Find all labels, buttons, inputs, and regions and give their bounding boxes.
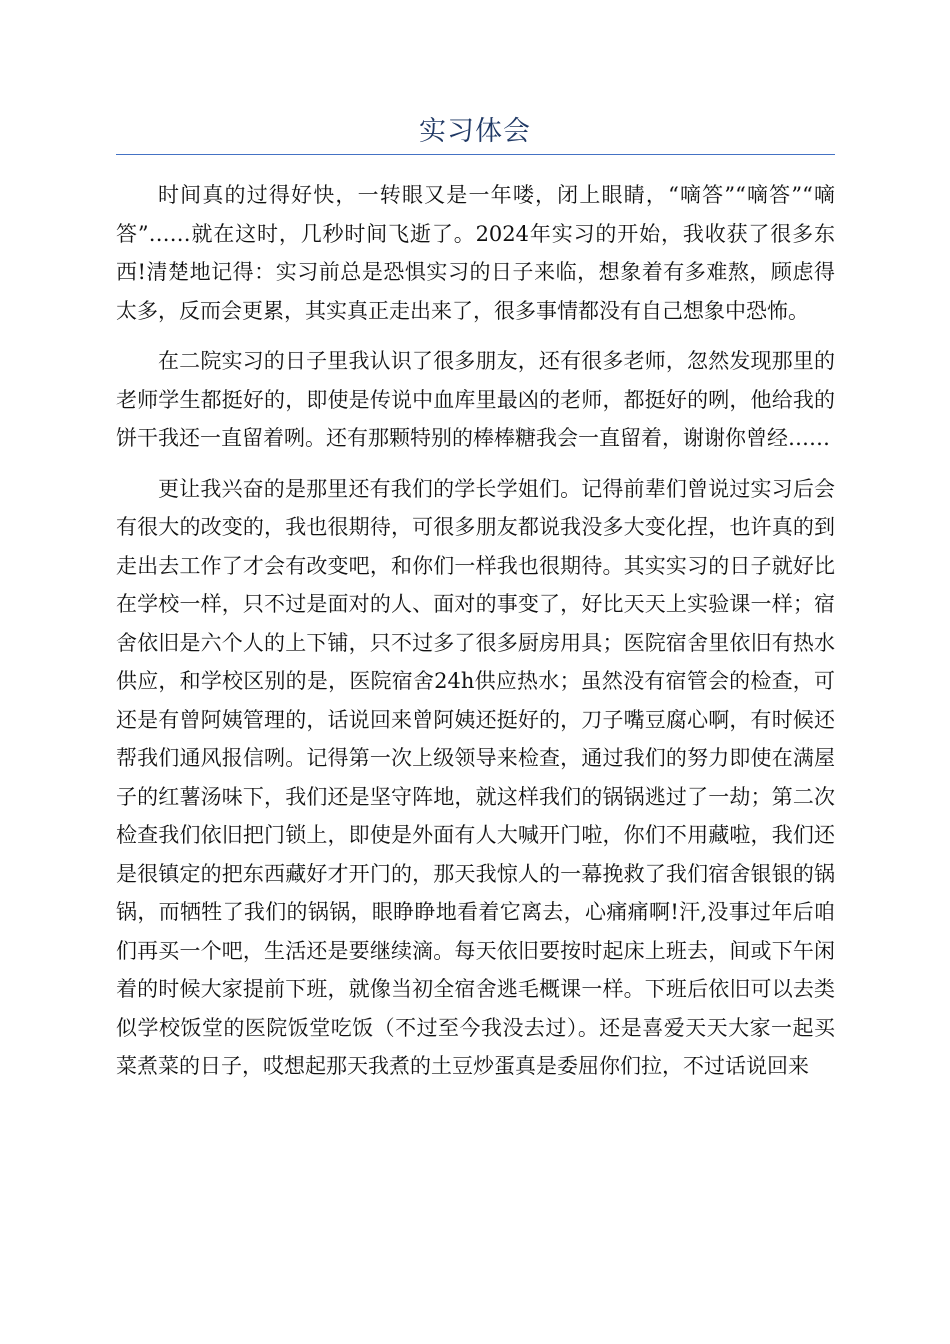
page-title: 实习体会 — [419, 116, 531, 147]
paragraph-3: 更让我兴奋的是那里还有我们的学长学姐们。记得前辈们曾说过实习后会有很大的改变的，我也很期待，可很多朋友都说我没多大变化捏，也许真的到走出去工作了才会有改变吧，和你们一样我也很期待。其实实习的日子就好比在学校一样，只不过是面对的人、面对的事变了，好比天天上实验课一样；宿舍依旧是六个人的上下铺，只不过多了很多厨房用具；医院宿舍里依旧有热水供应，和学校区别的是，医院宿舍24h供应热水；虽然没有宿管会的检查，可还是有曾阿姨管理的，话说回来曾阿姨还挺好的，刀子嘴豆腐心啊，有时候还帮我们通风报信咧。记得第一次上级领导来检查，通过我们的努力即使在满屋子的红薯汤味下，我们还是坚守阵地，就这样我们的锅锅逃过了一劫；第二次检查我们依旧把门锁上，即使是外面有人大喊开门啦，你们不用藏啦，我们还是很镇定的把东西藏好才开门的，那天我惊人的一幕挽救了我们宿舍银银的锅锅，而牺牲了我们的锅锅，眼睁睁地看着它离去，心痛痛啊!汗,没事过年后咱们再买一个吧，生活还是要继续滴。每天依旧要按时起床上班去，间或下午闲着的时候大家提前下班，就像当初全宿舍逃毛概课一样。下班后依旧可以去类似学校饭堂的医院饭堂吃饭（不过至今我没去过）。还是喜爱天天大家一起买菜煮菜的日子，哎想起那天我煮的土豆炒蛋真是委屈你们拉，不过话说回来 — [116, 476, 835, 1078]
paragraph-2: 在二院实习的日子里我认识了很多朋友，还有很多老师，忽然发现那里的老师学生都挺好的，即使是传说中血库里最凶的老师，都挺好的咧，他给我的饼干我还一直留着咧。还有那颗特别的棒棒糖我会一直留着，谢谢你曾经…… — [116, 349, 835, 450]
document-body — [116, 176, 835, 1098]
title-underline — [116, 154, 835, 155]
paragraph-1: 时间真的过得好快，一转眼又是一年喽，闭上眼睛，“嘀答”“嘀答”“嘀答”……就在这时，几秒时间飞逝了。2024年实习的开始，我收获了很多东西!清楚地记得：实习前总是恐惧实习的日子来临，想象着有多难熬，顾虑得太多，反而会更累，其实真正走出来了，很多事情都没有自己想象中恐怖。 — [116, 183, 835, 323]
